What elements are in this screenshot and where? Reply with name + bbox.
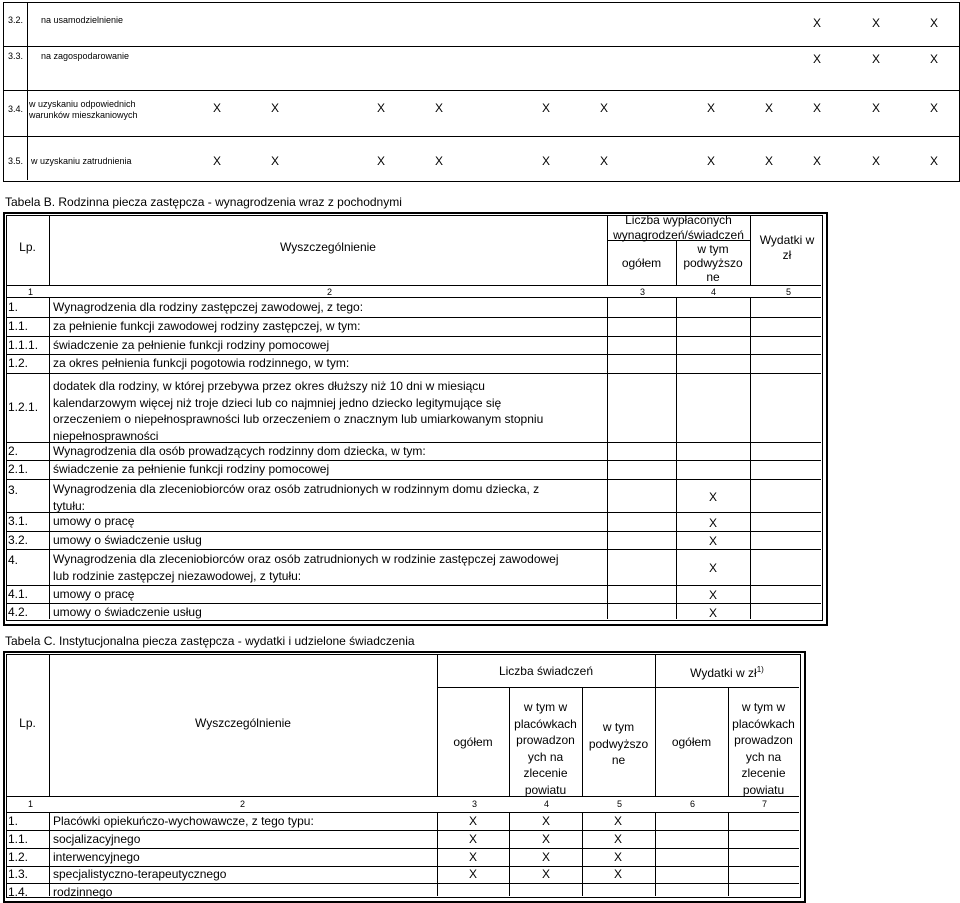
col-num: 6 [690,799,696,809]
row-lp: 1.4. [8,885,29,900]
x-mark: X [600,101,609,115]
x-mark: X [469,831,478,846]
row-text: interwencyjnego [53,849,140,864]
col-num: 1 [28,287,34,297]
x-mark: X [872,101,881,115]
x-mark: X [709,606,718,620]
row-text [53,481,539,514]
row-lp: 3. [8,483,19,497]
col-lp-header: Lp. [19,240,36,254]
x-mark: X [813,101,822,115]
x-mark: X [709,516,718,530]
col-raise-header: w tym podwyższo ne [683,242,743,284]
x-mark: X [614,814,623,828]
x-mark: X [213,154,222,168]
table-row [0,532,960,550]
row-text-line: Wynagrodzenia dla zleceniobiorców oraz osób zatrudnionych w rodzinnym domu dziecka, z [53,482,540,496]
row-text-line: orzeczeniem o niepełnosprawności lub orzeczeniem o znacznym lub umiarkowanym stopniu [53,412,544,426]
header-line: powiatu [524,782,567,797]
col-exp-total-header: ogółem [671,735,712,749]
x-mark: X [213,101,222,115]
lp: 3.5. [8,156,24,166]
col-desc-header: Wyszczególnienie [195,716,291,730]
row-label: na zagospodarowanie [41,51,130,61]
row-text: świadczenie za pełnienie funkcji rodziny pomocowej [53,338,330,352]
x-mark: X [930,154,939,168]
col-num: 5 [786,287,792,297]
header-line: w tym w [523,700,568,714]
col-exp-facilities-header [728,699,799,798]
col-divider [509,812,510,896]
col-num: 5 [617,799,623,809]
row-lp: 1.2.1. [8,400,39,414]
x-mark: X [377,154,386,168]
row-label: na usamodzielnienie [41,15,124,25]
col-desc-header: Wyszczególnienie [280,240,376,254]
header-line: zlecenie [523,766,568,780]
col-divider [437,812,438,896]
table-row [0,550,960,586]
col-total-header: ogółem [621,256,662,270]
col-num: 1 [28,799,34,809]
header-line: placówkach [514,716,577,731]
row-text: rodzinnego [53,885,113,900]
x-mark: X [709,588,718,602]
x-mark: X [765,101,774,115]
col-lp-header: Lp. [19,716,36,730]
col-raise-header [582,719,655,769]
col-num: 7 [762,799,768,809]
col-num: 4 [711,287,717,297]
col-divider [728,812,729,896]
x-mark: X [271,101,280,115]
row-lp: 1.1. [8,831,29,846]
row-lp: 1.2. [8,356,29,370]
x-mark: X [930,52,939,66]
x-mark: X [709,534,718,548]
table-c-caption: Tabela C. Instytucjonalna piecza zastępcza - wydatki i udzielone świadczenia [5,634,415,648]
row-text-line: lub rodzinie zastępczej niezawodowej, z tytułu: [53,568,302,583]
header-line: ych na [745,749,782,764]
row-text: za pełnienie funkcji zawodowej rodziny zastępczej, w tym: [53,319,361,333]
row-text: Wynagrodzenia dla rodziny zastępczej zawodowej, z tego: [53,300,364,314]
row-label: w uzyskaniu odpowiednich warunków mieszkaniowych [29,99,138,120]
table-row [0,831,960,849]
row-text-line: Wynagrodzenia dla zleceniobiorców oraz osób zatrudnionych w rodzinie zastępczej zawodowej [53,552,559,566]
row-text-line: niepełnosprawności [53,428,159,443]
row-lp: 2. [8,444,19,458]
col-num: 3 [472,799,478,809]
table-row [0,443,960,461]
row-lp: 1.2. [8,849,29,864]
x-mark: X [600,154,609,168]
col-benefits-header: Liczba świadczeń [498,664,594,678]
table-row [0,866,960,884]
col-num: 4 [544,799,550,809]
header-line: ne [611,753,626,767]
row-label: w uzyskaniu zatrudnienia [31,156,132,166]
x-mark: X [707,101,716,115]
table-row [0,813,960,831]
row-lp: 1.1. [8,319,29,333]
col-divider [49,812,50,896]
x-mark: X [813,52,822,66]
x-mark: X [813,16,822,30]
row-text [53,378,543,444]
table-row [0,849,960,867]
row-lp: 4.1. [8,587,29,601]
x-mark: X [469,849,478,864]
header-line: zlecenie [741,766,786,780]
x-mark: X [377,101,386,115]
lp: 3.3. [8,51,24,61]
x-mark: X [271,154,280,168]
col-divider [49,297,50,619]
x-mark: X [614,831,623,846]
row-lp: 3.2. [8,533,29,547]
x-mark: X [614,867,623,882]
header-line: ych na [527,749,564,764]
header-line: prowadzon [516,733,575,747]
row-text: świadczenie za pełnienie funkcji rodziny pomocowej [53,462,330,476]
table-row [0,884,960,902]
row-text: socjalizacyjnego [53,831,141,846]
x-mark: X [872,16,881,30]
row-text-line: tytułu: [53,498,86,513]
header-line: placówkach [732,716,795,731]
x-mark: X [435,154,444,168]
row-lp: 1.1.1. [8,338,39,352]
col-expenses-header: Wydatki w $zł^{1)}$ [690,665,764,680]
row-lp: 2.1. [8,462,29,476]
row-lp: 4. [8,553,19,567]
x-mark: X [469,814,478,828]
table-b-caption: Tabela B. Rodzinna piecza zastępcza - wynagrodzenia wraz z pochodnymi [5,195,402,209]
x-mark: X [542,101,551,115]
x-mark: X [930,16,939,30]
x-mark: X [813,154,822,168]
row-lp: 1. [8,300,19,314]
x-mark: X [435,101,444,115]
table-row [0,337,960,355]
lp: 3.2. [8,15,24,25]
x-mark: X [542,867,551,882]
table-row [0,374,960,443]
row-lp: 1.3. [8,867,29,882]
table-row [0,586,960,604]
row-lp: 3.1. [8,514,29,528]
table-row [0,355,960,374]
row-lp: 1. [8,814,19,828]
row-text-line: kalendarzowym więcej niż troje dzieci lub co najmniej jedno dziecko legitymujące się [53,395,502,410]
row-text-line: dodatek dla rodziny, w której przebywa przez okres dłuższy niż 10 dni w miesiącu [53,379,485,393]
col-divider [607,297,608,619]
row-text: umowy o świadczenie usług [53,533,202,547]
x-mark: X [872,52,881,66]
x-mark: X [709,561,718,575]
x-mark: X [765,154,774,168]
x-mark: X [542,154,551,168]
row-text: specjalistyczno-terapeutycznego [53,867,227,882]
x-mark: X [872,154,881,168]
row-text: Wynagrodzenia dla osób prowadzących rodzinny dom dziecka, w tym: [53,444,426,458]
table-row [0,318,960,337]
row-text: umowy o świadczenie usług [53,605,202,619]
col-num: 3 [640,287,646,297]
col-count-header: Liczba wypłaconych wynagrodzeń/świadczeń [613,213,744,242]
row-lp: 4.2. [8,605,29,619]
col-num: 2 [327,287,333,297]
col-total-header: ogółem [453,735,493,749]
table-row [0,299,960,318]
x-mark: X [930,101,939,115]
x-mark: X [542,814,551,828]
row-text: Placówki opiekuńczo-wychowawcze, z tego typu: [53,814,314,828]
x-mark: X [469,867,478,882]
col-divider [750,297,751,619]
row-text: umowy o pracę [53,587,135,601]
header-line: podwyższo [588,736,649,751]
table-row [0,480,960,513]
table-row [0,513,960,532]
header-line: w tym [602,720,635,734]
header-line: powiatu [742,782,785,797]
header-line: w tym w [741,700,786,714]
col-divider [676,297,677,619]
row-text [53,551,559,584]
x-mark: X [709,490,718,504]
header-line: prowadzon [734,733,793,747]
col-facilities-header [509,699,582,798]
col-divider [655,812,656,896]
table-row [0,604,960,622]
col-expenses-header: Wydatki w zł [759,233,815,262]
col-num: 2 [240,799,246,809]
table-row [0,461,960,480]
x-mark: X [614,849,623,864]
row-text: umowy o pracę [53,514,135,528]
row-text: za okres pełnienia funkcji pogotowia rodzinnego, w tym: [53,356,350,370]
col-divider [582,812,583,896]
x-mark: X [542,849,551,864]
lp: 3.4. [8,104,24,114]
x-mark: X [542,831,551,846]
x-mark: X [707,154,716,168]
